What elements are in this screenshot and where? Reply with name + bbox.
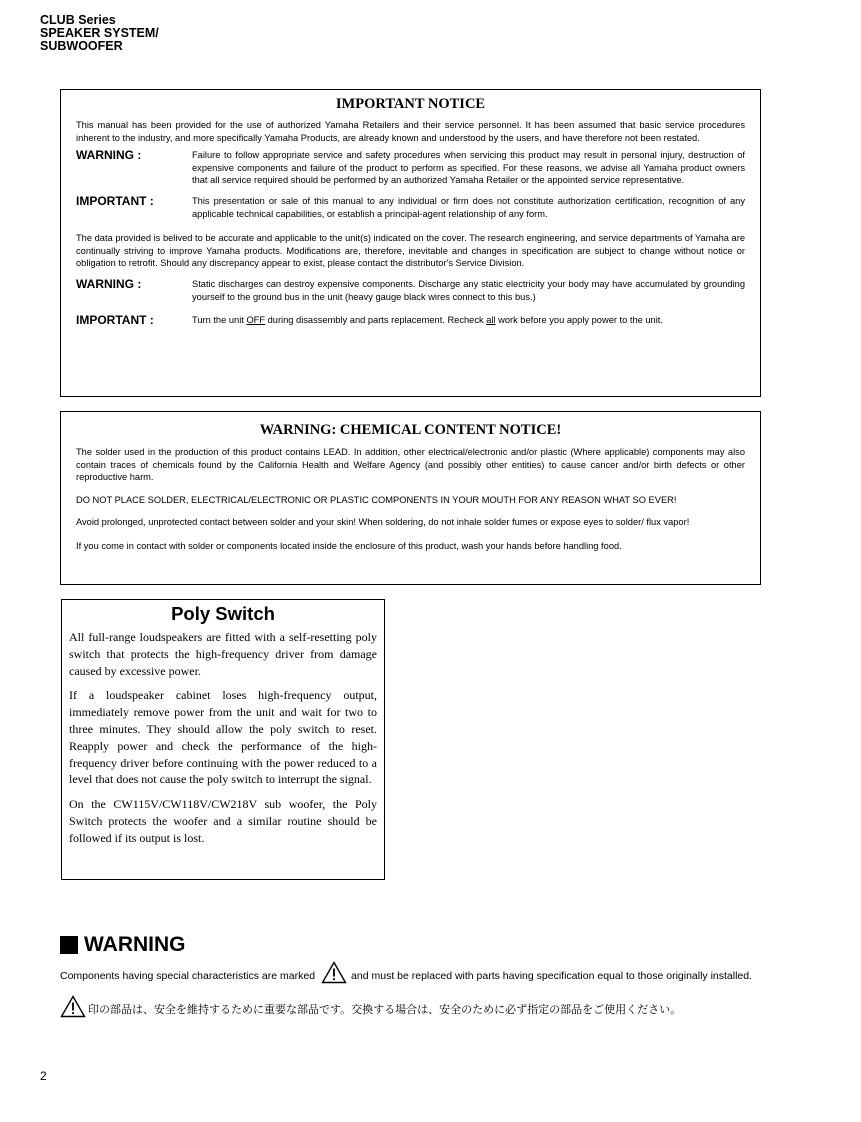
header-product-line2: SPEAKER SYSTEM/ xyxy=(40,26,159,40)
chemical-notice-box xyxy=(60,411,761,585)
important-text: This presentation or sale of this manual to any individual or firm does not constitute authorization certification, recognition of any applicable technical capabilities, or establish a principal-agent relationship of any form. xyxy=(192,195,745,219)
warning-triangle-icon xyxy=(60,995,86,1023)
warning-text-pre: Components having special characteristics are marked xyxy=(60,970,316,982)
important-label: IMPORTANT : xyxy=(76,313,154,328)
notice-important-1 xyxy=(76,195,745,220)
poly-switch-box xyxy=(61,599,385,880)
chemical-paragraph-1: The solder used in the production of this product contains LEAD. In addition, other electrical/electronic and/or plastic (Where applicable) components may also contain traces of chemicals found by the California Health and Welfare Agency (and possibly other entities) to cause cancer and/or birth defects or other reproductive harm. xyxy=(76,447,745,483)
header-series: CLUB Series xyxy=(40,13,116,27)
important-notice-box xyxy=(60,89,761,397)
warning-label: WARNING : xyxy=(76,148,142,163)
off-emphasis: OFF xyxy=(246,315,266,326)
warning-text xyxy=(60,961,780,987)
notice-warning-2 xyxy=(76,278,745,303)
notice-intro: This manual has been provided for the use of authorized Yamaha Retailers and their service personnel. It has been assumed that basic service procedures inherent to the industry, and more specifically Yamaha Products, are already known and understood by the users, and have therefore not been restated. xyxy=(76,120,745,143)
poly-paragraph-2: If a loudspeaker cabinet loses high-frequency output, immediately remove power from the unit and wait for two to three minutes. They should allow the poly switch to reset. Reapply power and check the performance of the high-frequency driver before continuing with the power reduced to a level that does not cause the poly switch to interrupt the signal. xyxy=(69,688,377,787)
chemical-paragraph-2: DO NOT PLACE SOLDER, ELECTRICAL/ELECTRONIC OR PLASTIC COMPONENTS IN YOUR MOUTH FOR ANY REASON WHAT SO EVER! xyxy=(76,494,677,505)
warning-text: Static discharges can destroy expensive components. Discharge any static electricity your body may have accumulated by grounding yourself to the ground bus in the unit (heavy gauge black wires connect to this bus.) xyxy=(192,278,745,302)
warning-triangle-icon xyxy=(321,961,347,987)
important-text-pre: Turn the unit xyxy=(192,315,247,326)
important-text-mid: during disassembly and parts replacement. Recheck xyxy=(265,315,487,326)
warning-section xyxy=(60,932,780,1023)
notice-important-2 xyxy=(76,314,745,327)
black-square-icon xyxy=(60,936,78,954)
important-text xyxy=(192,314,745,327)
notice-warning-1 xyxy=(76,149,745,187)
all-emphasis: all xyxy=(486,315,496,326)
notice-data-paragraph: The data provided is belived to be accurate and applicable to the unit(s) indicated on the cover. The research engineering, and service departments of Yamaha are continually striving to improve Yamaha products. Modifications are, therefore, inevitable and changes in specification are subject to change without notice or obligation to retrofit. Should any discrepancy appear to exist, please contact the distributor's Service Division. xyxy=(76,233,745,269)
chemical-paragraph-3: Avoid prolonged, unprotected contact between solder and your skin! When soldering, do not inhale solder fumes or expose eyes to solder/ flux vapor! xyxy=(76,517,690,528)
important-label: IMPORTANT : xyxy=(76,193,154,208)
warning-title: WARNING xyxy=(84,933,186,956)
important-text-post: work before you apply power to the unit. xyxy=(495,315,663,326)
chemical-title: WARNING: CHEMICAL CONTENT NOTICE! xyxy=(259,422,562,438)
warning-heading xyxy=(60,932,780,957)
warning-text: Failure to follow appropriate service and safety procedures when servicing this product may result in personal injury, destruction of expensive components and failure of the product to perform as specified. For these reasons, we advise all Yamaha product owners that all service required should be performed by an authorized Yamaha Retailer or the appointed service representative. xyxy=(192,150,745,186)
notice-title: IMPORTANT NOTICE xyxy=(335,96,486,112)
chemical-paragraph-4: If you come in contact with solder or components located inside the enclosure of this product, wash your hands before handling food. xyxy=(76,540,622,551)
document-header xyxy=(40,14,159,53)
header-product-line3: SUBWOOFER xyxy=(40,39,123,53)
warning-text-post: and must be replaced with parts having specification equal to those originally installed. xyxy=(351,970,753,982)
page-number: 2 xyxy=(40,1069,47,1083)
warning-label: WARNING : xyxy=(76,276,142,291)
poly-paragraph-1: All full-range loudspeakers are fitted with a self-resetting poly switch that protects the high-frequency driver from damage caused by excessive power. xyxy=(69,630,377,678)
poly-title: Poly Switch xyxy=(171,603,275,624)
japanese-warning-text: 印の部品は、安全を維持するために重要な部品です。交換する場合は、安全のために必ず指定の部品をご使用ください。 xyxy=(88,1003,682,1016)
japanese-warning-line xyxy=(60,995,780,1023)
poly-paragraph-3: On the CW115V/CW118V/CW218V sub woofer, the Poly Switch protects the woofer and a similar routine should be followed if its output is lost. xyxy=(69,797,377,845)
